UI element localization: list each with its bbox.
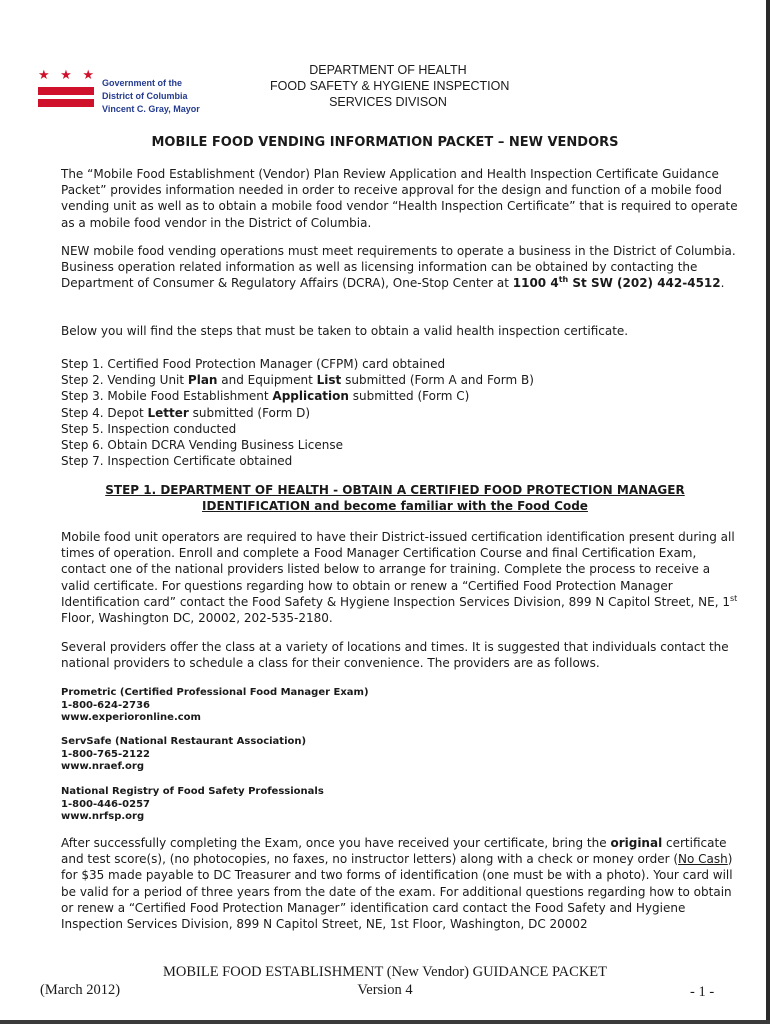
scan-edge (766, 0, 770, 1024)
providers-list (61, 786, 741, 824)
page-number: - 1 - (690, 984, 715, 1000)
list-item: Step 7. Inspection Certificate obtained (61, 454, 293, 469)
steps-intro: Below you will find the steps that must be taken to obtain a valid health inspection certificate. (61, 324, 629, 338)
providers-list (61, 736, 741, 774)
provider-nrfsp: National Registry of Food Safety Professionals 1-800-446-0257 www.nrfsp.org (61, 786, 324, 822)
new-operations-paragraph: NEW mobile food vending operations must meet requirements to operate a business in the District of Columbia. Business operation related information as well as licensing information can be obtained by contacting the Department of Consumer & Regulatory Affairs (DCRA), One-Stop Center at 1100 4th St SW (202) 442-4512. (61, 244, 736, 291)
step1-heading: STEP 1. DEPARTMENT OF HEALTH - OBTAIN A CERTIFIED FOOD PROTECTION MANAGER IDENTIFICATION and become familiar with the Food Code (105, 483, 685, 513)
footer-date: (March 2012) (40, 982, 121, 998)
list-item: Step 2. Vending Unit Plan and Equipment List submitted (Form A and Form B) (61, 373, 534, 388)
flag-bar (38, 87, 94, 95)
department-header: DEPARTMENT OF HEALTH FOOD SAFETY & HYGIENE INSPECTION SERVICES DIVISON (270, 63, 510, 109)
providers-intro: Several providers offer the class at a variety of locations and times. It is suggested that individuals contact the national providers to schedule a class for their convenience. The providers are as follows. (61, 640, 729, 671)
provider-servsafe: ServSafe (National Restaurant Association) 1-800-765-2122 www.nraef.org (61, 736, 307, 772)
dc-flag-logo (38, 70, 94, 110)
steps-list (61, 356, 741, 469)
list-item: Step 3. Mobile Food Establishment Application submitted (Form C) (61, 389, 470, 404)
footer-title: MOBILE FOOD ESTABLISHMENT (New Vendor) GUIDANCE PACKET Version 4 (162, 964, 608, 998)
mobile-operators-paragraph: Mobile food unit operators are required to have their District-issued certification identification present during all times of operation. Enroll and complete a Food Manager Certification Course and final Certification Exam, contact one of the national providers listed below to arrange for training. Complete the process to receive a valid certificate. For questions regarding how to obtain or renew a “Certified Food Protection Manager Identification card” contact the Food Safety & Hygiene Inspection Services Division, 899 N Capitol Street, NE, 1st Floor, Washington DC, 20002, 202-535-2180. (61, 530, 738, 626)
flag-bar (38, 99, 94, 107)
after-exam-paragraph: After successfully completing the Exam, once you have received your certificate, bring the original certificate and test score(s), (no photocopies, no faxes, no instructor letters) along with a check or money order (No Cash) for $35 made payable to DC Treasurer and two forms of identification (one must be with a photo). Your card will be valid for a period of three years from the date of the exam. For additional questions regarding how to obtain or renew a “Certified Food Protection Manager” identification card contact the Food Safety and Hygiene Inspection Services Division, 899 N Capitol Street, NE, 1st Floor, Washington, DC 20002 (61, 836, 733, 932)
list-item: Step 1. Certified Food Protection Manager (CFPM) card obtained (61, 357, 446, 371)
star-icon: ★ (82, 68, 94, 83)
document-title: MOBILE FOOD VENDING INFORMATION PACKET – NEW VENDORS (151, 135, 619, 150)
government-label: Government of the District of Columbia Vincent C. Gray, Mayor (102, 78, 200, 114)
star-icon: ★ (60, 68, 72, 83)
provider-prometric: Prometric (Certified Professional Food Manager Exam) 1-800-624-2736 www.experioronline.com (61, 687, 369, 723)
list-item: Step 5. Inspection conducted (61, 421, 237, 436)
list-item: Step 6. Obtain DCRA Vending Business License (61, 438, 343, 453)
providers-list (61, 687, 741, 725)
scan-bottom-edge (0, 1020, 770, 1024)
intro-paragraph: The “Mobile Food Establishment (Vendor) Plan Review Application and Health Inspection Certificate Guidance Packet” provides information needed in order to receive approval for the design and function of a mobile food vending unit as well as to obtain a mobile food vendor “Health Inspection Certificate” that is required to operate as a mobile food vendor in the District of Columbia. (61, 167, 738, 230)
star-icon: ★ (38, 68, 50, 83)
list-item: Step 4. Depot Letter submitted (Form D) (61, 405, 311, 420)
